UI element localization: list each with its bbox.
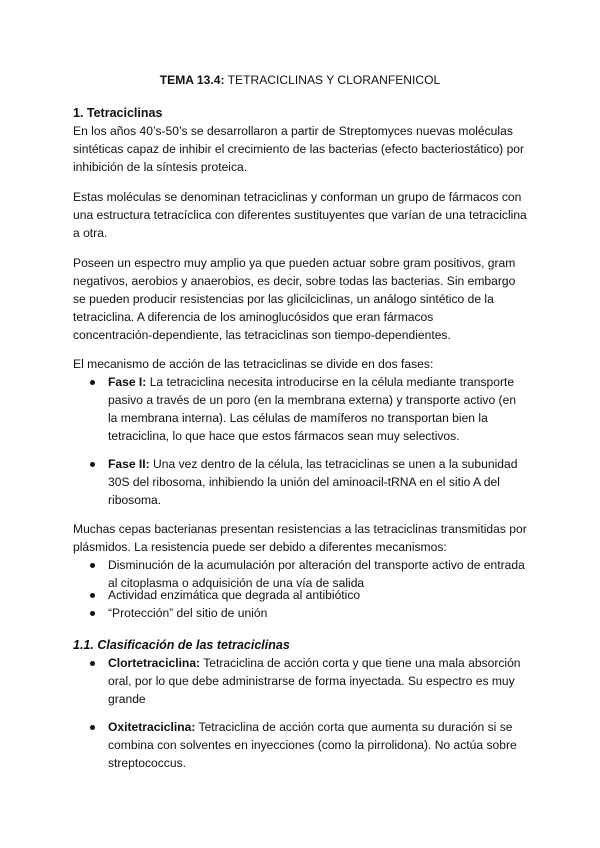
- text-line: plásmidos. La resistencia puede ser debido a diferentes mecanismos:: [73, 540, 447, 554]
- paragraph-resistencias: [73, 520, 531, 556]
- text-line: se pueden producir resistencias por las glicilciclinas, un análogo sintético de la: [73, 292, 494, 306]
- title-tema: TEMA 13.4:: [159, 73, 225, 87]
- text-line: la membrana interna). Las células de mamíferos no transportan bien la: [108, 411, 488, 425]
- text-line: Poseen un espectro muy amplio ya que pueden actuar sobre gram positivos, gram: [73, 256, 516, 270]
- text-line: streptococcus.: [108, 756, 186, 770]
- bullet-icon: [90, 462, 95, 467]
- text-line: Muchas cepas bacterianas presentan resistencias a las tetraciclinas transmitidas por: [73, 522, 527, 536]
- list-item-resistencia-3: [108, 604, 528, 622]
- subsection-heading-clasificacion: 1.1. Clasificación de las tetraciclinas: [73, 638, 290, 652]
- text-line: concentración-dependiente, las tetraciclinas son tiempo-dependientes.: [73, 328, 451, 342]
- text-line: Actividad enzimática que degrada al antibiótico: [108, 588, 361, 602]
- section-heading-tetraciclinas: 1. Tetraciclinas: [73, 106, 163, 120]
- fase-2-label: Fase II:: [108, 457, 150, 471]
- paragraph-origen: [73, 122, 531, 176]
- text-line: inhibición de la síntesis proteica.: [73, 160, 248, 174]
- text-line: combina con solventes en inyecciones (como la pirrolidona). No actúa sobre: [108, 738, 517, 752]
- text-line: tetraciclina, lo que hace que estos fármacos sean muy selectivos.: [108, 429, 460, 443]
- bullet-icon: [90, 661, 95, 666]
- text-line: al citoplasma o adquisición de una vía de salida: [108, 576, 365, 590]
- text-line: Disminución de la acumulación por alteración del transporte activo de entrada: [108, 558, 525, 572]
- list-item-oxitetraciclina: [108, 718, 528, 772]
- paragraph-estructura: [73, 188, 531, 242]
- text-line: tetraciclina. A diferencia de los aminoglucósidos que eran fármacos: [73, 310, 434, 324]
- bullet-icon: [90, 611, 95, 616]
- clortetraciclina-label: Clortetraciclina:: [108, 656, 201, 670]
- bullet-icon: [90, 380, 95, 385]
- text-line: sintéticas capaz de inhibir el crecimiento de las bacterias (efecto bacteriostático) por: [73, 142, 525, 156]
- list-item-fase-2: [108, 455, 528, 509]
- bullet-icon: [90, 593, 95, 598]
- text-line: En los años 40’s-50’s se desarrollaron a partir de Streptomyces nuevas moléculas: [73, 124, 513, 138]
- list-item-resistencia-2: [108, 586, 528, 604]
- paragraph-espectro: [73, 254, 531, 344]
- fase-1-label: Fase I:: [108, 375, 147, 389]
- text-line: Una vez dentro de la célula, las tetraciclinas se unen a la subunidad: [149, 457, 518, 471]
- text-line: 30S del ribosoma, inhibiendo la unión del aminoacil-tRNA en el sitio A del: [108, 475, 500, 489]
- oxitetraciclina-label: Oxitetraciclina:: [108, 720, 196, 734]
- bullet-icon: [90, 725, 95, 730]
- text-line: grande: [108, 692, 146, 706]
- text-line: negativos, aerobios y anaerobios, es decir, sobre todas las bacterias. Sin embargo: [73, 274, 516, 288]
- paragraph-mecanismo: [73, 355, 531, 373]
- text-line: “Protección” del sitio de unión: [108, 606, 268, 620]
- list-item-fase-1: [108, 373, 528, 445]
- title-text: TETRACICLINAS Y CLORANFENICOL: [227, 73, 441, 87]
- text-line: Tetraciclina de acción corta que aumenta su duración si se: [195, 720, 513, 734]
- text-line: oral, por lo que debe administrarse de forma inyectada. Su espectro es muy: [108, 674, 515, 688]
- text-line: La tetraciclina necesita introducirse en la célula mediante transporte: [149, 375, 515, 389]
- text-line: una estructura tetracíclica con diferentes sustituyentes que varían de una tetraciclina: [73, 208, 527, 222]
- text-line: ribosoma.: [108, 493, 162, 507]
- text-line: Estas moléculas se denominan tetraciclinas y conforman un grupo de fármacos con: [73, 190, 522, 204]
- text-line: pasivo a través de un poro (en la membrana externa) y transporte activo (en: [108, 393, 517, 407]
- text-line: Tetraciclina de acción corta y que tiene una mala absorción: [200, 656, 521, 670]
- document-title: [0, 72, 600, 88]
- text-line: El mecanismo de acción de las tetraciclinas se divide en dos fases:: [73, 357, 434, 371]
- list-item-clortetraciclina: [108, 654, 528, 708]
- bullet-icon: [90, 563, 95, 568]
- text-line: a otra.: [73, 226, 108, 240]
